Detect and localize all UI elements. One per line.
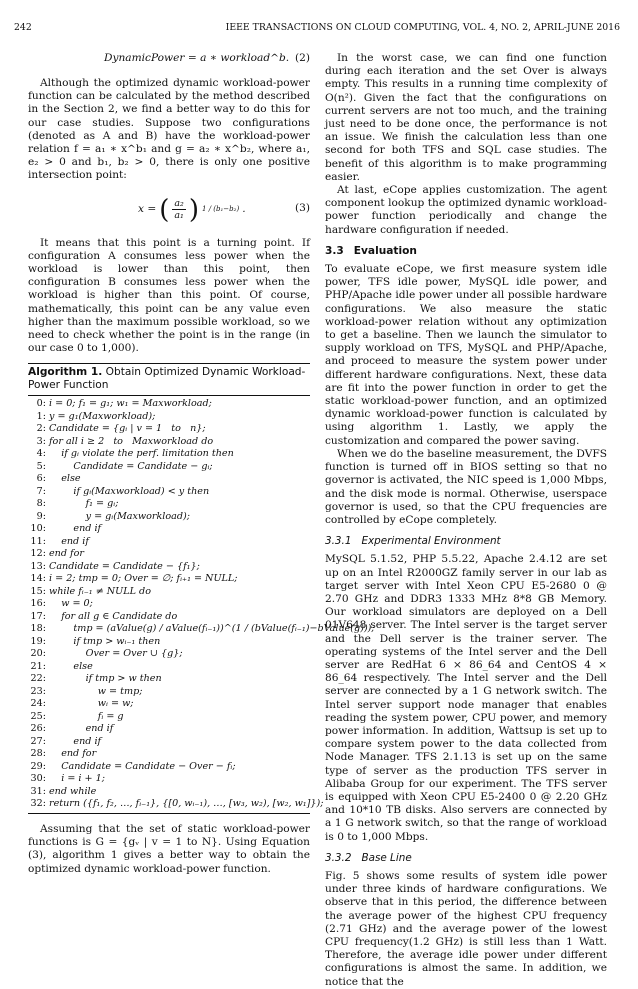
- line-number: 29:: [30, 760, 46, 772]
- equation-2-number: (2): [294, 52, 310, 64]
- algorithm-line: [28, 623, 375, 636]
- equation-3-tail: .: [242, 203, 246, 216]
- line-number: 24:: [30, 698, 46, 710]
- right-paren-glyph: ): [188, 194, 200, 225]
- fraction-numerator: a₂: [174, 198, 184, 210]
- line-text: end for: [49, 748, 97, 760]
- line-number: 18:: [30, 623, 46, 635]
- line-number: 16:: [30, 598, 46, 610]
- line-number: 5:: [36, 460, 46, 472]
- line-number: 12:: [30, 548, 46, 560]
- line-number: 9:: [36, 510, 46, 522]
- algorithm-line: [28, 798, 324, 811]
- algorithm-line: [28, 598, 310, 611]
- algorithm-line: [28, 561, 310, 574]
- paragraph: It means that this point is a turning point. If configuration A consumes less power when the workload is lower than this point, then configuration B consumes less power when the workload is higher than this point. Of course, mathematically, this point can be any value even higher than the maximum possible workload, so we need to check whether the point is in the range (in our case 0 to 1,000).: [28, 236, 310, 355]
- line-text: Candidate = Candidate − Over − fᵢ;: [49, 760, 236, 772]
- algorithm-line: [28, 636, 310, 649]
- algorithm-line: [28, 748, 310, 761]
- line-text: Candidate = {gᵢ | v = 1 to n};: [49, 423, 206, 435]
- line-number: 1:: [36, 410, 46, 422]
- equation-3-number: (3): [294, 201, 310, 214]
- algorithm-line: [28, 423, 310, 436]
- paragraph: In the worst case, we can find one function during each iteration and the set Over is always empty. This results in a running time complexity of O(n²). Given the fact that the configurations on current servers are not too much, and the training just need to be done once, the performance is not an issue. We finish the calculation less than one second for both TFS and SQL case studies. The benefit of this algorithm is to make programming easier.: [325, 52, 607, 183]
- line-text: return ({f₁, f₂, …, fᵢ₋₁}, {[0, wᵢ₋₁), …, [w₃, w₂), [w₂, w₁]});: [49, 798, 324, 810]
- line-text: i = 2; tmp = 0; Over = ∅; fᵢ₊₁ = NULL;: [49, 573, 238, 585]
- algorithm-line: [28, 673, 310, 686]
- section-number: 3.3.2: [325, 851, 352, 864]
- algorithm-line: [28, 573, 310, 586]
- line-text: end if: [49, 523, 102, 535]
- algorithm-line: [28, 586, 310, 599]
- page-number: 242: [14, 22, 32, 33]
- algorithm-line: [28, 473, 310, 486]
- line-text: i = i + 1;: [49, 773, 105, 785]
- line-text: if tmp > w then: [49, 673, 162, 685]
- section-heading-3-3-2: [325, 852, 607, 865]
- line-text: else: [49, 473, 81, 485]
- line-number: 30:: [30, 773, 46, 785]
- algorithm-line: [28, 523, 310, 536]
- equation-3-lhs: x =: [138, 203, 157, 216]
- algorithm-line: [28, 786, 310, 799]
- paragraph: Assuming that the set of static workload-power functions is G = {gᵥ | v = 1 to N}. Using Equation (3), algorithm 1 gives a better way to obtain the optimized dynamic workload-power function.: [28, 822, 310, 875]
- algorithm-line: [28, 461, 310, 474]
- algorithm-line: [28, 436, 310, 449]
- line-number: 28:: [30, 748, 46, 760]
- line-number: 4:: [36, 448, 46, 460]
- line-number: 19:: [30, 635, 46, 647]
- line-text: wᵢ = w;: [49, 698, 134, 710]
- line-number: 6:: [36, 473, 46, 485]
- line-text: tmp = (aValue(g) / aValue(fᵢ₋₁))^(1 / (bValue(fᵢ₋₁)−bValue(g)));: [49, 623, 375, 635]
- line-text: end if: [49, 723, 114, 735]
- algorithm-line: [28, 536, 310, 549]
- algorithm-line: [28, 698, 310, 711]
- line-number: 13:: [30, 560, 46, 572]
- section-number: 3.3.1: [325, 535, 352, 548]
- paragraph: Fig. 5 shows some results of system idle power under three kinds of hardware configurations. We observe that in this period, the difference between the average power of the highest CPU frequency (2.71 GHz) and the average power of the lowest CPU frequency(1.2 GHz) is still less than 1 Watt. Therefore, the average idle power under different configurations is almost the same. In addition, we notice that the: [325, 869, 607, 988]
- algorithm-label: Algorithm 1.: [28, 366, 103, 379]
- line-text: Over = Over ∪ {g};: [49, 648, 183, 660]
- line-text: w = 0;: [49, 598, 93, 610]
- running-title: IEEE TRANSACTIONS ON CLOUD COMPUTING, VOL. 4, NO. 2, APRIL-JUNE 2016: [225, 22, 620, 33]
- line-number: 22:: [30, 673, 46, 685]
- line-number: 21:: [30, 660, 46, 672]
- line-text: if gᵢ(Maxworkload) < y then: [49, 485, 210, 497]
- line-number: 23:: [30, 685, 46, 697]
- line-number: 17:: [30, 610, 46, 622]
- section-heading-3-3-1: [325, 535, 607, 548]
- section-title: Experimental Environment: [361, 535, 501, 548]
- line-number: 25:: [30, 710, 46, 722]
- line-text: end if: [49, 535, 89, 547]
- algorithm-caption: [28, 364, 310, 396]
- line-text: for all g ∈ Candidate do: [49, 610, 178, 622]
- line-number: 32:: [30, 798, 46, 810]
- algorithm-line: [28, 548, 310, 561]
- line-text: Candidate = Candidate − {f₁};: [49, 560, 200, 572]
- algorithm-line: [28, 761, 310, 774]
- line-text: f₁ = gᵢ;: [49, 498, 119, 510]
- algorithm-line: [28, 448, 310, 461]
- right-column: [325, 52, 607, 989]
- line-text: end while: [49, 785, 97, 797]
- equation-3-fraction: [172, 198, 185, 221]
- line-text: y = g₁(Maxworkload);: [49, 410, 156, 422]
- paragraph: MySQL 5.1.52, PHP 5.5.22, Apache 2.4.12 are set up on an Intel R2000GZ family server in our lab as target server with Intel Xeon CPU E5-2680 0 @ 2.70 GHz and DDR3 1333 MHz 8*8 GB Memory. Our workload simulators are deployed on a Dell 01V648 server. The Intel server is the target server and the Dell server is the trainer server. The operating systems of the Intel server and the Dell server are RedHat 6 × 86_64 and CentOS 4 × 86_64 respectively. The Intel server and the Dell server are connected by a 1 G network switch. The Intel server support node manager that enables reading the system power, CPU power, and memory power information. In addition, Wattsup is set up to compare system power to the data collected from Node Manager. TFS 2.1.13 is set up on the same type of server as the production TFS server in Alibaba Group for our experiment. The TFS server is equipped with Xeon CPU E5-2400 0 @ 2.20 GHz and 10*10 TB disks. Also servers are connected by a 1 G network switch, so that the range of workload is 0 to 1,000 Mbps.: [325, 553, 607, 843]
- line-number: 15:: [30, 585, 46, 597]
- line-text: w = tmp;: [49, 685, 143, 697]
- line-number: 11:: [30, 535, 46, 547]
- line-number: 10:: [30, 523, 46, 535]
- fraction-denominator: a₁: [174, 210, 184, 222]
- paragraph: To evaluate eCope, we first measure system idle power, TFS idle power, MySQL idle power, and PHP/Apache idle power under all possible hardware configurations. We also measure the static workload-power relation without any optimization to get a baseline. Then we launch the simulator to supply workload on TFS, MySQL and PHP/Apache, and proceed to measure the system power under different hardware configurations. Next, these data are fit into the power function in order to get the static workload-power function, and an optimized dynamic workload-power function is calculated by using algorithm 1. Lastly, we apply the customization and compared the power saving.: [325, 263, 607, 447]
- algorithm-line: [28, 611, 310, 624]
- algorithm-line: [28, 711, 310, 724]
- line-number: 2:: [36, 423, 46, 435]
- left-paren-glyph: (: [159, 194, 170, 225]
- algorithm-line: [28, 511, 310, 524]
- equation-2: [28, 52, 310, 68]
- algorithm-line: [28, 398, 310, 411]
- line-number: 26:: [30, 723, 46, 735]
- line-text: y = gᵢ(Maxworkload);: [49, 510, 190, 522]
- algorithm-line: [28, 773, 310, 786]
- line-text: for all i ≥ 2 to Maxworkload do: [49, 435, 214, 447]
- line-number: 14:: [30, 573, 46, 585]
- line-text: if tmp > wᵢ₋₁ then: [49, 635, 161, 647]
- line-number: 7:: [36, 485, 46, 497]
- paragraph: At last, eCope applies customization. The agent component lookup the optimized dynamic workload-power function periodically and change the hardware configuration if needed.: [325, 184, 607, 236]
- line-text: Candidate = Candidate − gᵢ;: [49, 460, 213, 472]
- paragraph: Although the optimized dynamic workload-power function can be calculated by the method described in the Section 2, we find a better way to do this for our case studies. Suppose two configurations (denoted as A and B) have the workload-power relation f = a₁ ∗ x^b₁ and g = a₂ ∗ x^b₂, where a₁, e₂ > 0 and b₁, b₂ > 0, there is only one positive intersection point:: [28, 77, 310, 182]
- section-title: Base Line: [361, 851, 412, 864]
- algorithm-line: [28, 661, 310, 674]
- equation-3: [28, 189, 310, 227]
- line-text: else: [49, 660, 93, 672]
- line-number: 27:: [30, 735, 46, 747]
- line-text: fᵢ = g: [49, 710, 124, 722]
- paragraph: When we do the baseline measurement, the DVFS function is turned off in BIOS setting so that no governor is activated, the NIC speed is 1,000 Mbps, and the disk mode is normal. Otherwise, userspace governor is used, so that the CPU frequencies are controlled by eCope completely.: [325, 447, 607, 526]
- line-number: 0:: [36, 398, 46, 410]
- line-number: 8:: [36, 498, 46, 510]
- algorithm-title: Obtain Optimized Dynamic Workload-Power Function: [28, 366, 306, 392]
- algorithm-line: [28, 486, 310, 499]
- line-text: end if: [49, 735, 102, 747]
- line-number: 20:: [30, 648, 46, 660]
- line-text: end for: [49, 548, 84, 560]
- line-text: while fᵢ₋₁ ≠ NULL do: [49, 585, 151, 597]
- algorithm-line: [28, 498, 310, 511]
- section-title: Evaluation: [353, 244, 417, 257]
- section-heading-3-3: [325, 245, 607, 258]
- line-text: i = 0; f₁ = g₁; w₁ = Maxworkload;: [49, 398, 212, 410]
- equation-3-exponent: 1 / (b₁−b₂): [202, 205, 240, 214]
- line-number: 3:: [36, 435, 46, 447]
- algorithm-line: [28, 411, 310, 424]
- algorithm-line: [28, 648, 310, 661]
- line-number: 31:: [30, 785, 46, 797]
- section-number: 3.3: [325, 244, 344, 257]
- line-text: if gᵢ violate the perf. limitation then: [49, 448, 234, 460]
- algorithm-line: [28, 736, 310, 749]
- algorithm-line: [28, 723, 310, 736]
- algorithm-line: [28, 686, 310, 699]
- equation-2-body: DynamicPower = a ∗ workload^b.: [104, 52, 290, 64]
